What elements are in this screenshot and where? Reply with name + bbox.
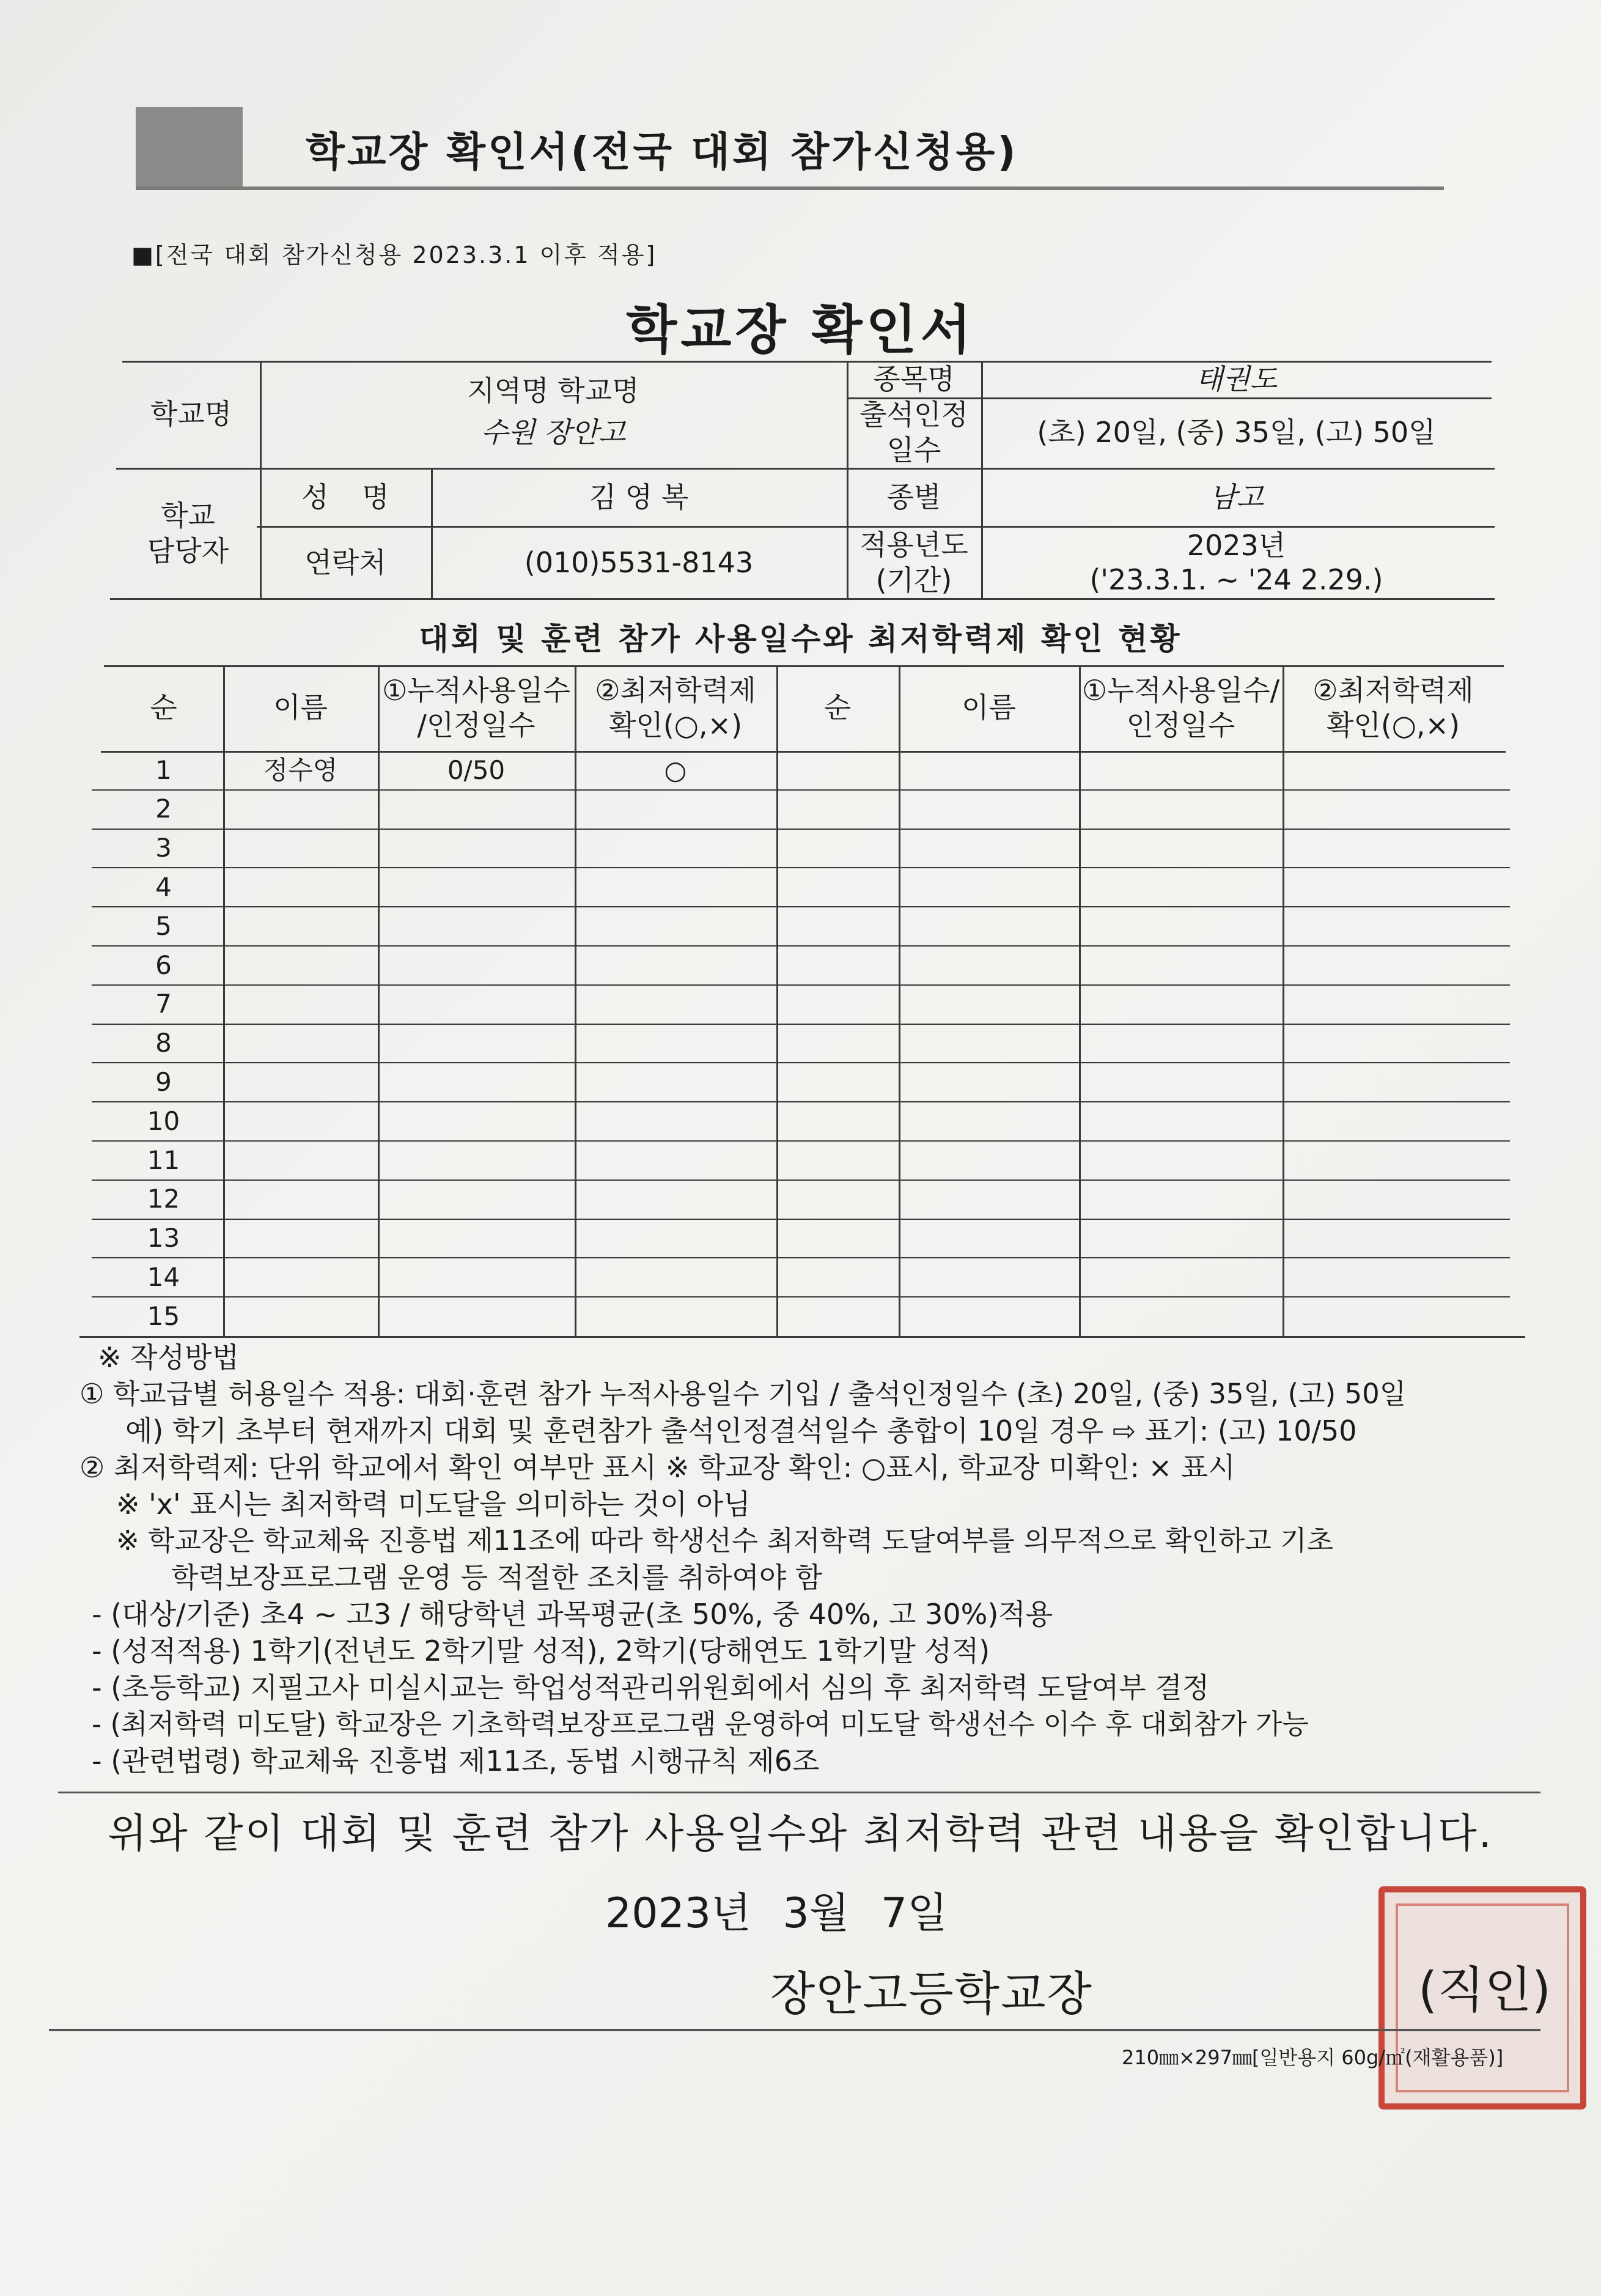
sport-value: 태권도 xyxy=(1195,363,1278,396)
note-line: ② 최저학력제: 단위 학교에서 확인 여부만 표시 ※ 학교장 확인: ○표시, 학교장 미확인: × 표시 xyxy=(79,1451,1235,1484)
year-value: 2023년 xyxy=(1187,528,1286,562)
row-days xyxy=(378,985,575,1024)
note-line: ※ 'x' 표시는 최저학력 미도달을 의미하는 것이 아님 xyxy=(116,1488,751,1521)
category-value: 남고 xyxy=(1209,481,1264,514)
col-header-check: ②최저학력제 확인(○,×) xyxy=(595,673,756,742)
row-divider xyxy=(92,1024,1510,1025)
section-title: 대회 및 훈련 참가 사용일수와 최저학력제 확인 현황 xyxy=(419,621,1182,657)
header-title: 학교장 확인서(전국 대회 참가신청용) xyxy=(306,128,1018,175)
row-number: 7 xyxy=(155,989,172,1019)
row-number: 13 xyxy=(147,1223,180,1253)
note-line: - (성적적용) 1학기(전년도 2학기말 성적), 2학기(당해연도 1학기말 성적) xyxy=(92,1634,990,1667)
row-days xyxy=(378,1297,575,1336)
row-check xyxy=(575,985,776,1024)
row-name xyxy=(223,946,378,985)
row-check xyxy=(575,1063,776,1102)
row-check xyxy=(575,1102,776,1141)
row-divider xyxy=(92,1140,1510,1142)
period-value: ('23.3.1. ~ '24 2.29.) xyxy=(1089,563,1383,597)
note-line: - (대상/기준) 초4 ~ 고3 / 해당학년 과목평균(초 50%, 중 40%, 고 30%)적용 xyxy=(92,1598,1053,1631)
row-check xyxy=(575,946,776,985)
note-line: 학력보장프로그램 운영 등 적절한 조치를 취하여야 함 xyxy=(171,1561,823,1594)
col-header-check-2: ②최저학력제 확인(○,×) xyxy=(1312,673,1474,742)
row-number: 3 xyxy=(155,833,172,863)
row-divider xyxy=(92,867,1510,868)
row-number: 11 xyxy=(147,1145,180,1175)
attendance-value: (초) 20일, (중) 35일, (고) 50일 xyxy=(1037,415,1436,449)
date: 2023년 3월 7일 xyxy=(605,1889,948,1938)
row-divider xyxy=(92,1062,1510,1063)
paper-spec: 210㎜×297㎜[일반용지 60g/㎡(재활용품)] xyxy=(1122,2046,1504,2069)
row-days xyxy=(378,1180,575,1219)
row-name xyxy=(223,1297,378,1336)
row-divider xyxy=(92,1296,1510,1297)
row-divider xyxy=(92,1219,1510,1220)
row-days xyxy=(378,829,575,868)
note-line: - (최저학력 미도달) 학교장은 기초학력보장프로그램 운영하여 미도달 학생선수 이수 후 대회참가 가능 xyxy=(92,1708,1309,1740)
row-number: 8 xyxy=(155,1028,172,1058)
row-number: 6 xyxy=(155,950,172,980)
note-line: - (초등학교) 지필고사 미실시교는 학업성적관리위원회에서 심의 후 최저학력 도달여부 결정 xyxy=(92,1671,1210,1704)
row-check xyxy=(575,1141,776,1180)
row-days xyxy=(378,1102,575,1141)
row-divider xyxy=(92,789,1510,791)
row-name xyxy=(223,868,378,907)
row-name xyxy=(223,790,378,829)
row-days xyxy=(378,1219,575,1258)
contact-label: 연락처 xyxy=(304,545,386,579)
col-header-no: 순 xyxy=(150,691,177,725)
name-value: 김 영 복 xyxy=(589,481,689,514)
row-number: 4 xyxy=(155,872,172,903)
row-days xyxy=(378,868,575,907)
row-check xyxy=(575,868,776,907)
row-days xyxy=(378,1024,575,1063)
row-name xyxy=(223,1219,378,1258)
row-days xyxy=(378,790,575,829)
col-header-name-2: 이름 xyxy=(962,691,1016,725)
category-label: 종별 xyxy=(886,481,941,514)
attendance-label: 출석인정 일수 xyxy=(859,398,968,467)
applied-note: ■[전국 대회 참가신청용 2023.3.1 이후 적용] xyxy=(131,242,657,268)
row-check xyxy=(575,829,776,868)
manager-label: 학교 담당자 xyxy=(147,499,229,567)
row-number: 5 xyxy=(155,910,172,941)
row-name xyxy=(223,907,378,946)
bottom-rule xyxy=(49,2029,1540,2031)
row-check xyxy=(575,1258,776,1297)
row-number: 9 xyxy=(155,1067,172,1098)
row-check xyxy=(575,1024,776,1063)
col-header-name: 이름 xyxy=(273,691,328,725)
year-label: 적용년도 (기간) xyxy=(859,528,968,597)
school-sub-label: 지역명 학교명 xyxy=(467,374,639,408)
name-label: 성 명 xyxy=(301,481,389,514)
school-label: 학교명 xyxy=(150,397,232,430)
school-value: 수원 장안고 xyxy=(480,416,626,449)
col-header-no-2: 순 xyxy=(823,691,852,725)
contact-value: (010)5531-8143 xyxy=(524,545,754,579)
confirmation-text: 위와 같이 대회 및 훈련 참가 사용일수와 최저학력 관련 내용을 확인합니다. xyxy=(108,1810,1493,1857)
row-days xyxy=(378,1141,575,1180)
row-name xyxy=(223,1180,378,1219)
row-divider xyxy=(92,1101,1510,1102)
col-header-days: ①누적사용일수 /인정일수 xyxy=(382,673,570,742)
note-line: - (관련법령) 학교체육 진흥법 제11조, 동법 시행규칙 제6조 xyxy=(92,1744,820,1777)
row-days xyxy=(378,1258,575,1297)
row-name xyxy=(223,829,378,868)
writing-instructions xyxy=(79,1339,1547,1779)
row-divider xyxy=(92,829,1510,830)
row-name xyxy=(223,1141,378,1180)
row-number: 1 xyxy=(155,755,172,785)
sport-label: 종목명 xyxy=(873,363,955,396)
row-number: 14 xyxy=(147,1262,180,1293)
document-title: 학교장 확인서 xyxy=(626,300,975,361)
note-line: ① 학교급별 허용일수 적용: 대회·훈련 참가 누적사용일수 기입 / 출석인정일수 (초) 20일, (중) 35일, (고) 50일 xyxy=(79,1378,1407,1410)
col-header-days-2: ①누적사용일수/ 인정일수 xyxy=(1081,673,1280,742)
row-name xyxy=(223,1063,378,1102)
row-check xyxy=(575,907,776,946)
row-number: 15 xyxy=(147,1301,180,1331)
row-divider xyxy=(92,984,1510,986)
row-name xyxy=(223,1258,378,1297)
row-check xyxy=(575,1180,776,1219)
row-name xyxy=(223,1024,378,1063)
row-name xyxy=(223,1102,378,1141)
row-days: 0/50 xyxy=(447,755,506,785)
header-rule xyxy=(136,186,1444,190)
row-check xyxy=(575,1297,776,1336)
row-check: ○ xyxy=(664,755,687,785)
row-number: 10 xyxy=(147,1106,180,1136)
row-divider xyxy=(92,1179,1510,1181)
header-decor-block xyxy=(136,107,243,186)
note-line: 예) 학기 초부터 현재까지 대회 및 훈련참가 출석인정결석일수 총합이 10일 경우 ⇨ 표기: (고) 10/50 xyxy=(125,1414,1357,1447)
note-line: ※ 학교장은 학교체육 진흥법 제11조에 따라 학생선수 최저학력 도달여부를 의무적으로 확인하고 기초 xyxy=(116,1524,1334,1557)
principal-name: 장안고등학교장 xyxy=(770,1966,1093,2021)
row-name xyxy=(223,985,378,1024)
row-name: 정수영 xyxy=(263,755,338,785)
row-days xyxy=(378,1063,575,1102)
row-days xyxy=(378,907,575,946)
row-days xyxy=(378,946,575,985)
note-line: ※ 작성방법 xyxy=(98,1341,239,1374)
row-number: 12 xyxy=(147,1184,180,1214)
row-check xyxy=(575,1219,776,1258)
row-divider xyxy=(92,945,1510,947)
row-divider xyxy=(92,906,1510,907)
row-number: 2 xyxy=(155,794,172,824)
row-check xyxy=(575,790,776,829)
seal-label: (직인) xyxy=(1418,1962,1551,2018)
notes-rule xyxy=(58,1792,1540,1793)
row-divider xyxy=(92,1257,1510,1258)
